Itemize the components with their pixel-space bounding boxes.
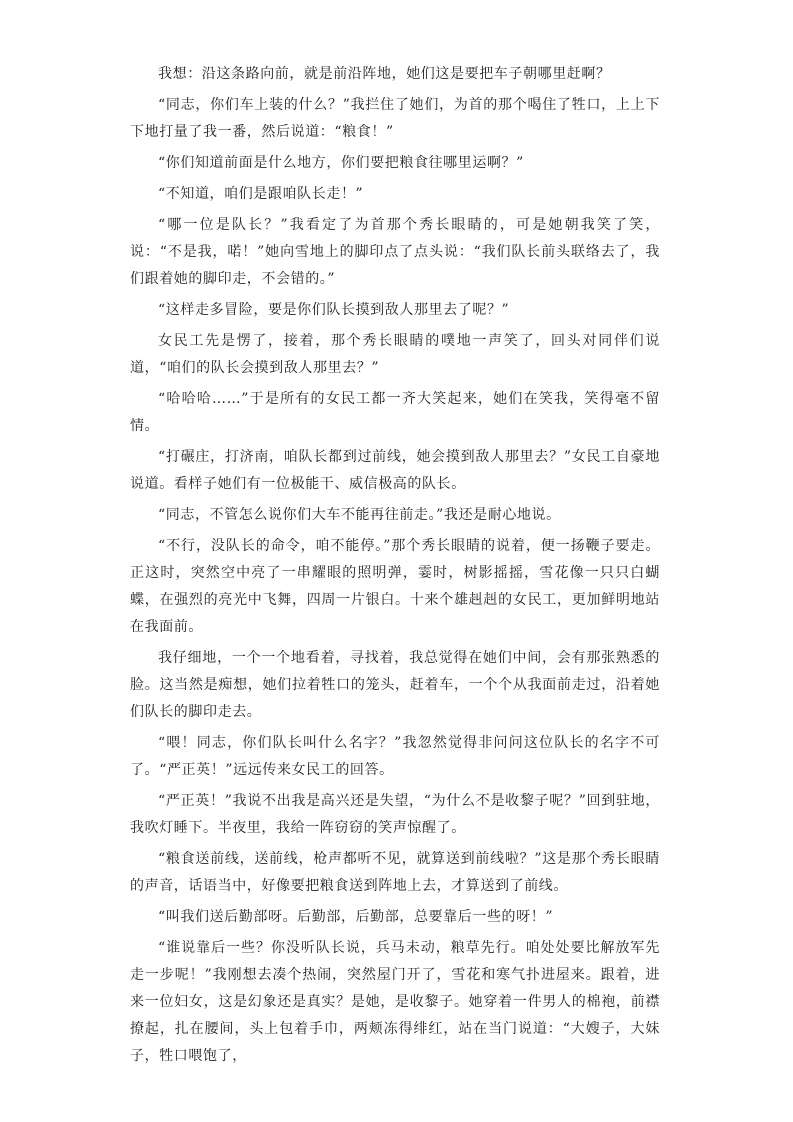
paragraph: “粮食送前线，送前线，枪声都听不见，就算送到前线啦？”这是那个秀长眼睛的声音，话语当中，好像要把粮食送到阵地上去，才算送到了前线。	[130, 851, 660, 894]
paragraph: 女民工先是愣了，接着，那个秀长眼睛的噗地一声笑了，回头对同伴们说道，“咱们的队长会摸到敌人那里去？”	[130, 333, 660, 376]
paragraph: “喂！同志，你们队长叫什么名字？”我忽然觉得非问问这位队长的名字不可了。“严正英！”远远传来女民工的回答。	[130, 735, 660, 778]
paragraph: “打碾庄，打济南，咱队长都到过前线，她会摸到敌人那里去？”女民工自豪地说道。看样子她们有一位极能干、威信极高的队长。	[130, 449, 660, 492]
paragraph: “哪一位是队长？”我看定了为首那个秀长眼睛的，可是她朝我笑了笑，说：“不是我，喏！”她向雪地上的脚印点了点头说：“我们队长前头联络去了，我们跟着她的脚印走，不会错的。”	[130, 217, 660, 287]
paragraph: “同志，你们车上装的什么？”我拦住了她们，为首的那个喝住了牲口，上上下下地打量了我一番，然后说道：“粮食！”	[130, 97, 660, 140]
paragraph: “不知道，咱们是跟咱队长走！”	[158, 186, 364, 202]
paragraph: “同志，不管怎么说你们大车不能再往前走。”我还是耐心地说。	[158, 507, 561, 523]
paragraph: “叫我们送后勤部呀。后勤部，后勤部，总要靠后一些的呀！”	[158, 909, 554, 925]
paragraph: “你们知道前面是什么地方，你们要把粮食往哪里运啊？”	[158, 155, 524, 171]
paragraph: 我仔细地，一个一个地看着，寻找着，我总觉得在她们中间，会有那张熟悉的脸。这当然是痴想，她们拉着牲口的笼头，赶着车，一个个从我面前走过，沿着她们队长的脚印走去。	[130, 650, 660, 720]
paragraph: “哈哈哈……”于是所有的女民工都一齐大笑起来，她们在笑我，笑得毫不留情。	[130, 391, 660, 434]
paragraph: “这样走多冒险，要是你们队长摸到敌人那里去了呢？”	[158, 302, 510, 318]
paragraph: “谁说靠后一些？你没听队长说，兵马未动，粮草先行。咱处处要比解放军先走一步呢！”我刚想去凑个热闹，突然屋门开了，雪花和寒气扑进屋来。跟着，进来一位妇女，这是幻象还是真实？是她，是收黎子。她穿着一件男人的棉袍，前襟撩起，扎在腰间，头上包着手巾，两颊冻得绯红，站在当门说道：“大嫂子，大妹子，牲口喂饱了，	[130, 940, 660, 1064]
document-body	[130, 61, 660, 1074]
paragraph: “不行，没队长的命令，咱不能停。”那个秀长眼睛的说着，便一扬鞭子要走。正这时，突然空中亮了一串耀眼的照明弹，霎时，树影摇摇，雪花像一只只白蝴蝶，在强烈的亮光中飞舞，四周一片银白。十来个雄赳赳的女民工，更加鲜明地站在我面前。	[130, 538, 660, 635]
paragraph: 我想：沿这条路向前，就是前沿阵地，她们这是要把车子朝哪里赶啊？	[158, 66, 611, 82]
paragraph: “严正英！”我说不出我是高兴还是失望，“为什么不是收黎子呢？”回到驻地，我吹灯睡下。半夜里，我给一阵窃窃的笑声惊醒了。	[130, 793, 660, 836]
